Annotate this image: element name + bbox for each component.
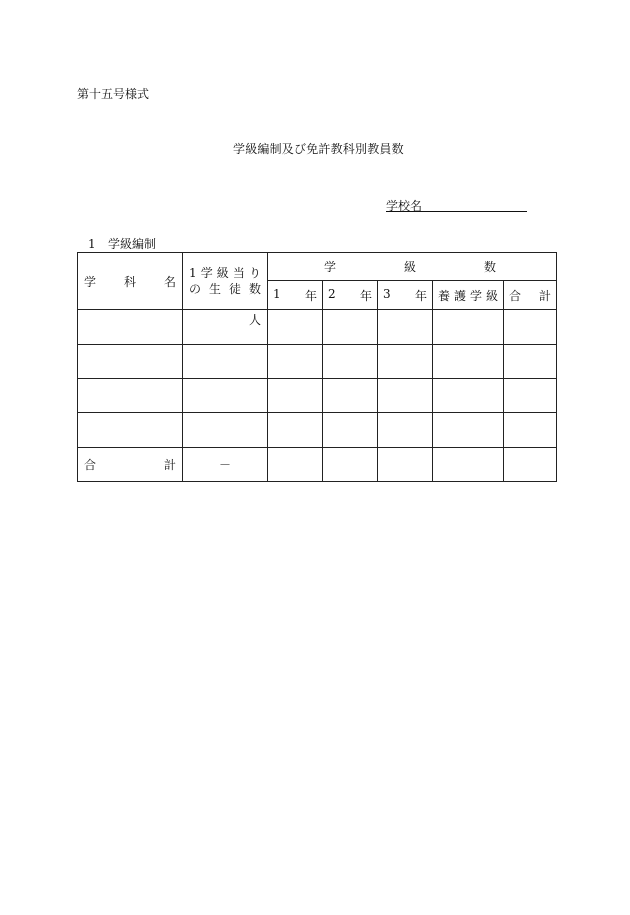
table-cell[interactable]: [268, 413, 323, 448]
table-cell[interactable]: [433, 448, 504, 482]
table-cell[interactable]: [378, 379, 433, 413]
school-name-label: 学校名: [386, 199, 423, 213]
document-title: 学級編制及び免許教科別教員数: [233, 142, 404, 156]
table-cell[interactable]: [504, 413, 557, 448]
header-grade-2: 2 年: [323, 281, 378, 310]
table-cell[interactable]: [323, 379, 378, 413]
header-students-per-class: 1 学 級 当 り の 生 徒 数: [183, 253, 268, 310]
table-cell[interactable]: [323, 448, 378, 482]
total-row-label: 合 計: [78, 448, 183, 482]
table-cell[interactable]: [504, 345, 557, 379]
table-cell[interactable]: [433, 310, 504, 345]
table-cell[interactable]: [433, 379, 504, 413]
table-cell[interactable]: [78, 379, 183, 413]
unit-label: 人: [248, 313, 261, 327]
total-row: [78, 448, 557, 482]
header-grade-1: 1 年: [268, 281, 323, 310]
table-cell[interactable]: [378, 345, 433, 379]
table-cell[interactable]: [183, 413, 268, 448]
table-cell[interactable]: [323, 310, 378, 345]
header-number-of-classes: 学 級 数: [268, 253, 557, 281]
table-cell[interactable]: [504, 448, 557, 482]
table-cell[interactable]: [504, 310, 557, 345]
table-cell[interactable]: [183, 379, 268, 413]
table-cell[interactable]: [268, 448, 323, 482]
table-row: [78, 379, 557, 413]
header-total: 合 計: [504, 281, 557, 310]
class-organization-table: [77, 252, 557, 482]
table-cell[interactable]: [78, 413, 183, 448]
table-row: [78, 413, 557, 448]
table-cell[interactable]: [378, 413, 433, 448]
table-cell[interactable]: [378, 448, 433, 482]
section-heading: [88, 235, 156, 252]
header-special-support-class: 養 護 学 級: [433, 281, 504, 310]
header-subject-name: 学 科 名: [78, 253, 183, 310]
section-label: 学級編制: [108, 237, 157, 251]
table-row: [78, 345, 557, 379]
table-row: [78, 310, 557, 345]
table-cell[interactable]: [268, 345, 323, 379]
table-cell[interactable]: [78, 345, 183, 379]
total-students-value: －: [183, 448, 268, 482]
table-cell[interactable]: [378, 310, 433, 345]
table-cell[interactable]: [323, 413, 378, 448]
table-cell[interactable]: [183, 310, 268, 345]
header-grade-3: 3 年: [378, 281, 433, 310]
table-cell[interactable]: [78, 310, 183, 345]
table-cell[interactable]: [268, 310, 323, 345]
table-cell[interactable]: [183, 345, 268, 379]
table-cell[interactable]: [433, 413, 504, 448]
table-cell[interactable]: [323, 345, 378, 379]
form-number: 第十五号様式: [77, 87, 150, 101]
table-cell[interactable]: [433, 345, 504, 379]
table-cell[interactable]: [268, 379, 323, 413]
school-name-field[interactable]: [386, 211, 527, 212]
table-cell[interactable]: [504, 379, 557, 413]
section-number: 1: [88, 237, 96, 251]
